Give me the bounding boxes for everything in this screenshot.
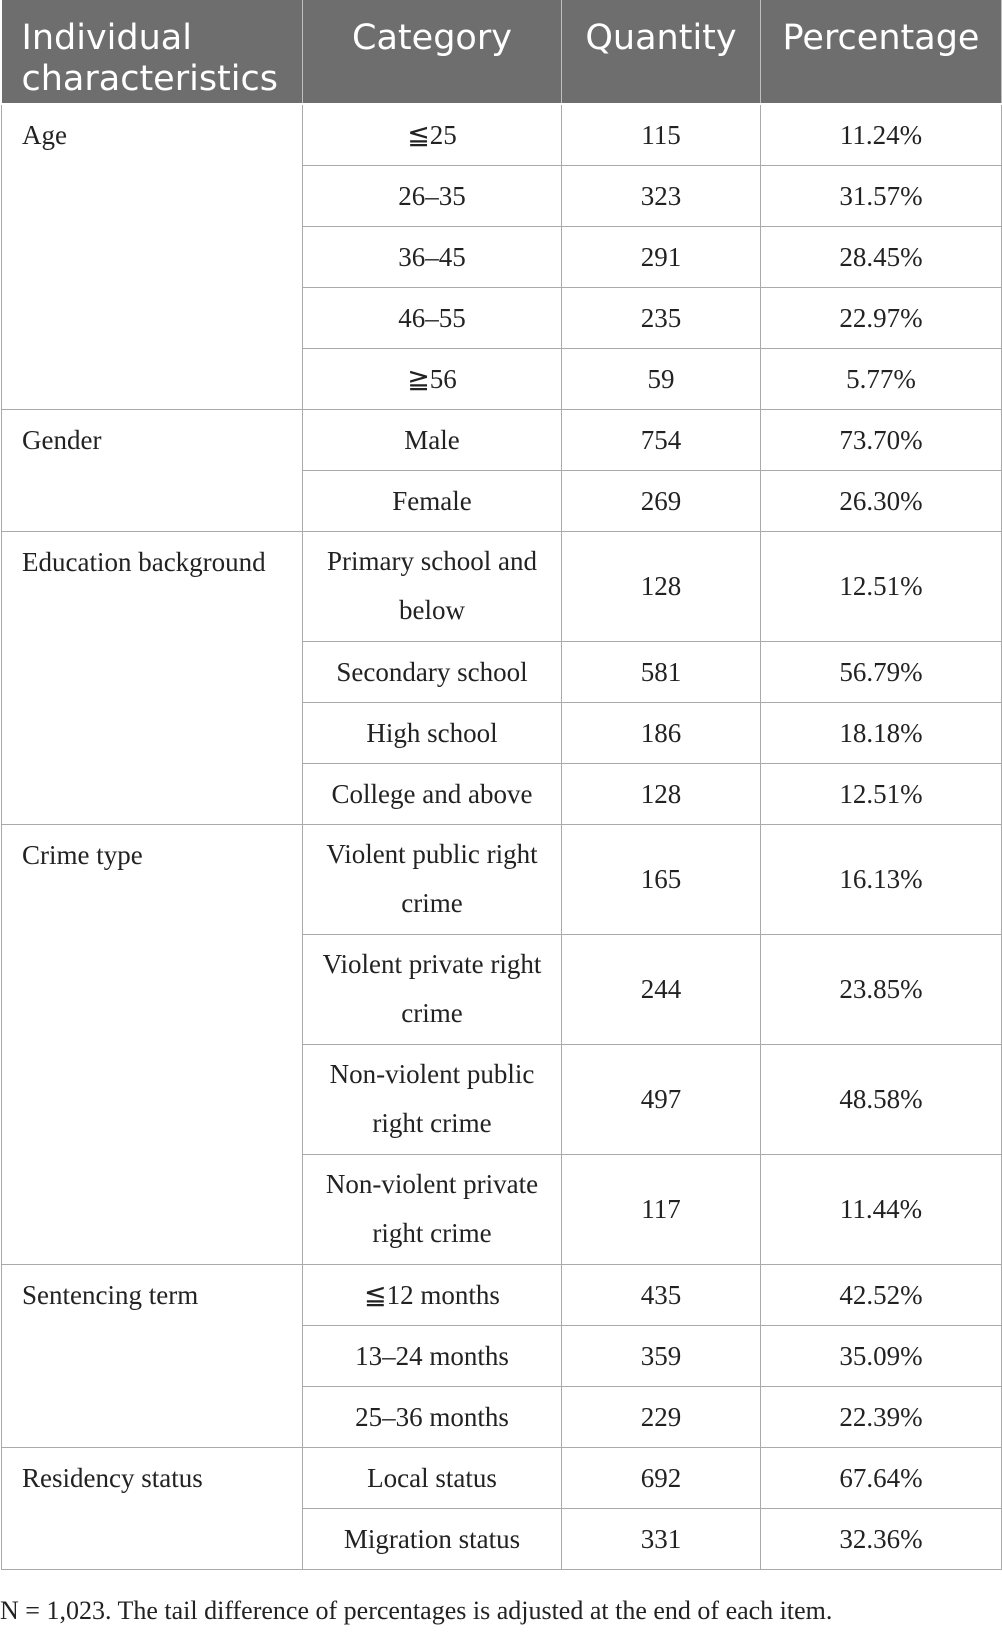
quantity-cell: 235 [562, 287, 761, 348]
percentage-cell: 73.70% [761, 409, 1002, 470]
table-row [2, 531, 1002, 641]
percentage-cell: 26.30% [761, 470, 1002, 531]
category-cell: Secondary school [303, 641, 562, 702]
quantity-cell: 754 [562, 409, 761, 470]
category-cell: College and above [303, 763, 562, 824]
quantity-cell: 229 [562, 1386, 761, 1447]
quantity-cell: 435 [562, 1264, 761, 1325]
table-row [2, 1264, 1002, 1325]
category-cell: Violent private right crime [303, 934, 562, 1044]
category-cell: Male [303, 409, 562, 470]
quantity-cell: 323 [562, 165, 761, 226]
characteristic-cell: Residency status [2, 1447, 303, 1569]
category-cell: Female [303, 470, 562, 531]
quantity-cell: 359 [562, 1325, 761, 1386]
header-category: Category [303, 0, 562, 104]
quantity-cell: 291 [562, 226, 761, 287]
percentage-cell: 11.44% [761, 1154, 1002, 1264]
characteristic-cell: Gender [2, 409, 303, 531]
table-body [2, 104, 1002, 1569]
header-quantity: Quantity [562, 0, 761, 104]
quantity-cell: 128 [562, 531, 761, 641]
percentage-cell: 56.79% [761, 641, 1002, 702]
table-row [2, 824, 1002, 934]
characteristic-cell: Crime type [2, 824, 303, 1264]
category-cell: Primary school and below [303, 531, 562, 641]
category-cell: ≦12 months [303, 1264, 562, 1325]
header-individual-characteristics: Individual characteristics [2, 0, 303, 104]
category-cell: Violent public right crime [303, 824, 562, 934]
characteristic-cell: Education background [2, 531, 303, 824]
category-cell: ≧56 [303, 348, 562, 409]
quantity-cell: 692 [562, 1447, 761, 1508]
quantity-cell: 117 [562, 1154, 761, 1264]
category-cell: 26–35 [303, 165, 562, 226]
quantity-cell: 165 [562, 824, 761, 934]
table-header [2, 0, 1002, 104]
percentage-cell: 31.57% [761, 165, 1002, 226]
quantity-cell: 497 [562, 1044, 761, 1154]
category-cell: ≦25 [303, 104, 562, 165]
percentage-cell: 18.18% [761, 702, 1002, 763]
category-cell: Local status [303, 1447, 562, 1508]
quantity-cell: 59 [562, 348, 761, 409]
percentage-cell: 12.51% [761, 531, 1002, 641]
percentage-cell: 67.64% [761, 1447, 1002, 1508]
percentage-cell: 22.39% [761, 1386, 1002, 1447]
table-row [2, 1447, 1002, 1508]
category-cell: 46–55 [303, 287, 562, 348]
percentage-cell: 35.09% [761, 1325, 1002, 1386]
category-cell: 13–24 months [303, 1325, 562, 1386]
category-cell: 36–45 [303, 226, 562, 287]
category-cell: High school [303, 702, 562, 763]
table-footnote: N = 1,023. The tail difference of percentages is adjusted at the end of each item. [0, 1596, 833, 1625]
percentage-cell: 32.36% [761, 1508, 1002, 1569]
percentage-cell: 23.85% [761, 934, 1002, 1044]
percentage-cell: 12.51% [761, 763, 1002, 824]
quantity-cell: 186 [562, 702, 761, 763]
percentage-cell: 11.24% [761, 104, 1002, 165]
category-cell: Non-violent public right crime [303, 1044, 562, 1154]
characteristic-cell: Age [2, 104, 303, 409]
quantity-cell: 269 [562, 470, 761, 531]
table-row [2, 104, 1002, 165]
percentage-cell: 48.58% [761, 1044, 1002, 1154]
quantity-cell: 331 [562, 1508, 761, 1569]
percentage-cell: 42.52% [761, 1264, 1002, 1325]
characteristics-table [1, 0, 1002, 1570]
category-cell: 25–36 months [303, 1386, 562, 1447]
quantity-cell: 244 [562, 934, 761, 1044]
quantity-cell: 115 [562, 104, 761, 165]
quantity-cell: 128 [562, 763, 761, 824]
percentage-cell: 22.97% [761, 287, 1002, 348]
category-cell: Migration status [303, 1508, 562, 1569]
header-row [2, 0, 1002, 104]
percentage-cell: 16.13% [761, 824, 1002, 934]
percentage-cell: 5.77% [761, 348, 1002, 409]
header-percentage: Percentage [761, 0, 1002, 104]
percentage-cell: 28.45% [761, 226, 1002, 287]
characteristic-cell: Sentencing term [2, 1264, 303, 1447]
category-cell: Non-violent private right crime [303, 1154, 562, 1264]
table-row [2, 409, 1002, 470]
quantity-cell: 581 [562, 641, 761, 702]
